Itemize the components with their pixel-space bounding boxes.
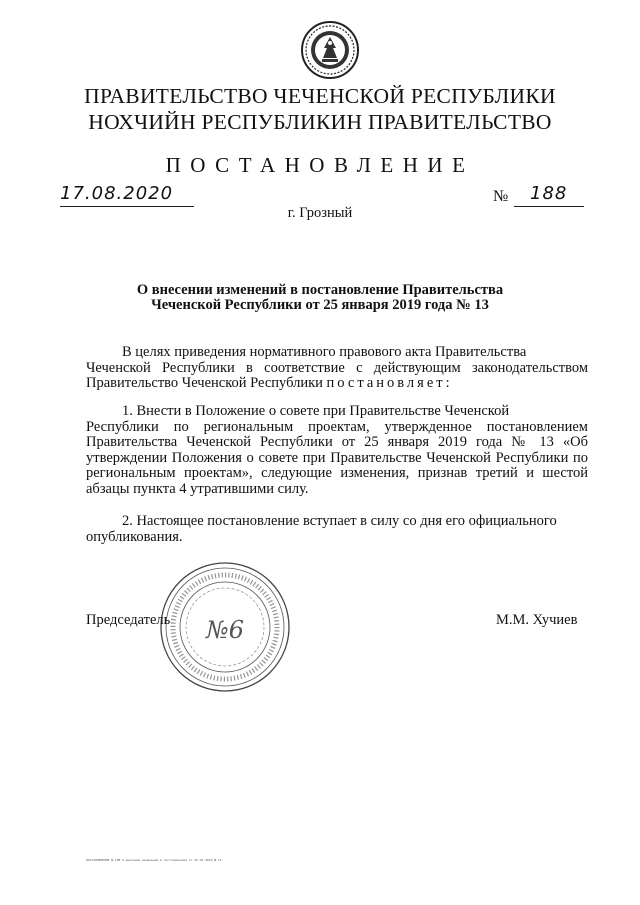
document-number: 188: [530, 183, 568, 204]
paragraph-first-line: 1. Внести в Положение о совете при Правительстве Чеченской: [122, 403, 510, 419]
paragraph-first-line: В целях приведения нормативного правового акта Правительства: [122, 344, 527, 360]
number-field: [514, 184, 584, 207]
coat-of-arms-icon: [300, 20, 360, 80]
city: г. Грозный: [287, 205, 353, 221]
seal-number: №6: [206, 616, 244, 644]
paragraph-text: Республики по региональным проектам, утвержденное постановлением Правительства Чеченской Республики от 25 января 2019 года № 13 «Об утверждении Положения о совете при Правительстве Чеченской Республики по региональным проектам», следующие изменения, признав третий и шестой абзацы пункта 4 утратившими силу.: [86, 418, 588, 497]
number-sign: №: [493, 188, 509, 205]
government-name-ce: НОХЧИЙН РЕСПУБЛИКИН ПРАВИТЕЛЬСТВО: [88, 110, 552, 134]
signatory-position: Председатель: [86, 612, 171, 628]
footer-reference: ПОСТАНОВЛЕНИЕ № 188 О внесении изменений в постановление от 25.01.2019 № 13: [86, 858, 222, 862]
official-seal-icon: [158, 560, 292, 694]
signatory-name: М.М. Хучиев: [496, 612, 578, 628]
paragraph-item-1: [86, 404, 588, 498]
document-title-line-2: Чеченской Республики от 25 января 2019 года № 13: [151, 297, 489, 313]
paragraph-item-2: [86, 514, 588, 545]
date-field: [60, 184, 194, 207]
paragraph-text: Чеченской Республики в соответствие с действующим законодательством Правительство Чеченской Республики: [86, 359, 588, 392]
document-title-line-1: О внесении изменений в постановление Правительства: [136, 282, 504, 298]
paragraph-preamble: [86, 345, 588, 392]
paragraph-decree-word: постановляет:: [326, 375, 453, 392]
government-name-ru: ПРАВИТЕЛЬСТВО ЧЕЧЕНСКОЙ РЕСПУБЛИКИ: [84, 84, 556, 108]
paragraph-text: опубликования.: [86, 528, 183, 545]
document-date: 17.08.2020: [60, 183, 174, 204]
paragraph-first-line: 2. Настоящее постановление вступает в силу со дня его официального: [122, 513, 557, 529]
document-type: ПОСТАНОВЛЕНИЕ: [165, 153, 475, 177]
